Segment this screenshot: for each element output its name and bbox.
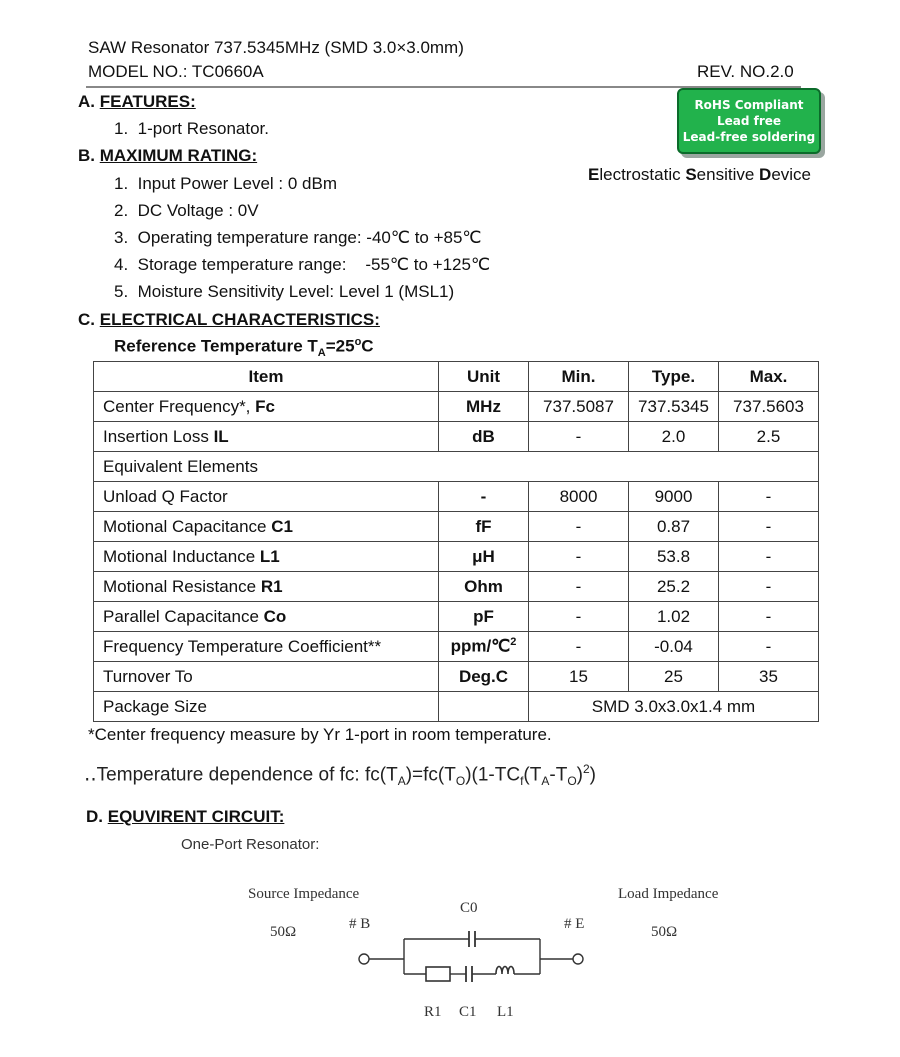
rating-text: Operating temperature range: -40℃ to +85℃ (137, 228, 482, 247)
formula-part: ) (589, 764, 596, 786)
circuit-prefix: D. (86, 807, 103, 826)
rating-item-3: 3. Operating temperature range: -40℃ to +85℃ (114, 228, 482, 247)
formula-sub: O (567, 774, 577, 789)
unit-sup: 2 (510, 636, 517, 649)
cell-item (94, 422, 439, 452)
cell-min: 15 (529, 662, 629, 692)
cell-item (94, 632, 439, 662)
cell-max: - (719, 542, 819, 572)
electrical-prefix: C. (78, 310, 95, 329)
port-e-terminal (573, 954, 583, 964)
electrical-title: ELECTRICAL CHARACTERISTICS: (99, 310, 380, 329)
cell-unit: dB (439, 422, 529, 452)
table-row (94, 572, 819, 602)
cell-item (94, 602, 439, 632)
item-symbol: Fc (255, 396, 275, 416)
badge-line-1: RoHS Compliant (694, 98, 804, 112)
circuit-heading (86, 807, 284, 827)
item-symbol: R1 (260, 576, 283, 596)
formula-part: )=fc(T (405, 764, 456, 786)
item-symbol: IL (213, 426, 229, 446)
load-impedance-value: 50Ω (651, 924, 678, 940)
cell-max: - (719, 602, 819, 632)
cell-min: - (529, 632, 629, 662)
cell-typ: -0.04 (629, 632, 719, 662)
item-text: Unload Q Factor (103, 486, 228, 506)
cell-typ: 737.5345 (629, 392, 719, 422)
c0-capacitor (404, 931, 540, 947)
item-text: Insertion Loss (103, 426, 214, 446)
esd-s-rest: ensitive (696, 165, 760, 184)
header-item: Item (94, 362, 439, 392)
item-text: Parallel Capacitance (103, 606, 264, 626)
rating-item-5: 5. Moisture Sensitivity Level: Level 1 (MSL1) (114, 282, 455, 301)
cell-item (94, 542, 439, 572)
table-row (94, 422, 819, 452)
cell-typ: 25 (629, 662, 719, 692)
rohs-badge (677, 88, 821, 154)
esd-label (588, 165, 811, 185)
cell-item (94, 482, 439, 512)
model-number: MODEL NO.: TC0660A (88, 62, 264, 81)
table-row (94, 662, 819, 692)
item-text: Motional Resistance (103, 576, 261, 596)
item-text: Turnover To (103, 666, 193, 686)
badge-line-2: Lead free (716, 114, 782, 128)
cell-min: 8000 (529, 482, 629, 512)
max-rating-prefix: B. (78, 146, 95, 165)
header-min: Min. (529, 362, 629, 392)
table-row (94, 692, 819, 722)
cell-min: - (529, 602, 629, 632)
cell-item (94, 392, 439, 422)
item-text: Frequency Temperature Coefficient** (103, 636, 382, 656)
formula-sub: A (397, 774, 406, 789)
formula-sub: O (455, 774, 466, 789)
cell-typ: 25.2 (629, 572, 719, 602)
rating-text: Input Power Level : 0 dBm (137, 174, 338, 193)
item-symbol: Co (263, 606, 287, 626)
cell-section: Equivalent Elements (94, 452, 819, 482)
feature-item-text: 1-port Resonator. (137, 119, 269, 138)
rating-item-4: 4. Storage temperature range: -55℃ to +125℃ (114, 255, 491, 274)
cell-unit: MHz (439, 392, 529, 422)
cell-max: - (719, 572, 819, 602)
formula-part: ) (576, 764, 583, 786)
cell-unit: Deg.C (439, 662, 529, 692)
reference-temperature (114, 336, 374, 359)
ref-temp-sub: A (317, 347, 326, 360)
source-impedance-value: 50Ω (270, 924, 297, 940)
cell-unit (439, 632, 529, 662)
port-b-terminal (359, 954, 369, 964)
cell-typ: 0.87 (629, 512, 719, 542)
cell-typ: 9000 (629, 482, 719, 512)
c1-label: C1 (459, 1004, 477, 1020)
max-rating-title: MAXIMUM RATING: (99, 146, 258, 165)
ref-temp-eq: =25 (325, 336, 355, 356)
cell-max: - (719, 482, 819, 512)
item-text: Motional Capacitance (103, 516, 272, 536)
header-max: Max. (719, 362, 819, 392)
equivalent-circuit-diagram (0, 870, 900, 1030)
circuit-title: EQUVIRENT CIRCUIT: (107, 807, 285, 826)
formula-part: ‥Temperature dependence of fc: fc(T (84, 764, 398, 786)
cell-unit: μH (439, 542, 529, 572)
ref-temp-text: Reference Temperature T (114, 336, 318, 356)
cell-max: - (719, 512, 819, 542)
port-e-label: # E (564, 916, 585, 932)
unit-text: ppm/℃ (450, 636, 511, 656)
source-impedance-label: Source Impedance (248, 886, 360, 902)
esd-d: D (759, 165, 772, 184)
cell-item (94, 662, 439, 692)
table-header-row (94, 362, 819, 392)
item-symbol: L1 (259, 546, 280, 566)
formula-part: -T (549, 764, 568, 786)
footnote: *Center frequency measure by Yr 1-port in room temperature. (88, 725, 552, 744)
motional-branch (404, 966, 540, 982)
rating-item-1: 1. Input Power Level : 0 dBm (114, 174, 338, 193)
r1-resistor (426, 967, 450, 981)
esd-d-rest: evice (771, 165, 812, 184)
cell-max: 737.5603 (719, 392, 819, 422)
l1-inductor (496, 967, 514, 975)
doc-title: SAW Resonator 737.5345MHz (SMD 3.0×3.0mm) (88, 38, 464, 57)
formula-part: (T (523, 764, 542, 786)
c1-capacitor (466, 966, 472, 982)
circuit-subtitle: One-Port Resonator: (181, 836, 320, 853)
ref-temp-sup: o (354, 336, 362, 348)
cell-item (94, 512, 439, 542)
load-impedance-label: Load Impedance (618, 886, 719, 902)
table-row (94, 602, 819, 632)
cell-package-size: SMD 3.0x3.0x1.4 mm (529, 692, 819, 722)
feature-item-1: 1. 1-port Resonator. (114, 119, 269, 138)
table-row (94, 452, 819, 482)
formula-sub: f (520, 774, 524, 789)
table-row (94, 512, 819, 542)
esd-e: E (588, 165, 600, 184)
item-text: Center Frequency*, (103, 396, 256, 416)
cell-min: - (529, 542, 629, 572)
cell-item (94, 692, 439, 722)
electrical-heading (78, 310, 380, 330)
cell-unit: fF (439, 512, 529, 542)
features-heading (78, 92, 196, 112)
item-text: Package Size (103, 696, 207, 716)
rating-text: Storage temperature range: -55℃ to +125℃ (137, 255, 491, 274)
revision-number: REV. NO.2.0 (697, 62, 794, 81)
cell-max: - (719, 632, 819, 662)
features-title: FEATURES: (99, 92, 196, 111)
item-symbol: C1 (271, 516, 293, 536)
cell-typ: 2.0 (629, 422, 719, 452)
cell-typ: 53.8 (629, 542, 719, 572)
badge-line-3: Lead-free soldering (682, 130, 816, 144)
table-row (94, 632, 819, 662)
table-row (94, 542, 819, 572)
esd-e-rest: lectrostatic (599, 165, 686, 184)
header-unit: Unit (439, 362, 529, 392)
cell-typ: 1.02 (629, 602, 719, 632)
header-typ: Type. (629, 362, 719, 392)
rating-item-2: 2. DC Voltage : 0V (114, 201, 259, 220)
esd-s: S (685, 165, 697, 184)
formula-sup: 2 (582, 762, 590, 776)
features-prefix: A. (78, 92, 95, 111)
cell-max: 35 (719, 662, 819, 692)
cell-unit: Ohm (439, 572, 529, 602)
table-row (94, 392, 819, 422)
formula-sub: A (541, 774, 550, 789)
cell-unit: - (439, 482, 529, 512)
cell-min: 737.5087 (529, 392, 629, 422)
port-b-label: # B (349, 916, 371, 932)
item-text: Motional Inductance (103, 546, 260, 566)
cell-unit: pF (439, 602, 529, 632)
table-row (94, 482, 819, 512)
rating-text: Moisture Sensitivity Level: Level 1 (MSL1) (137, 282, 455, 301)
l1-label: L1 (497, 1004, 514, 1020)
cell-unit (439, 692, 529, 722)
formula-part: )(1-TC (465, 764, 521, 786)
cell-min: - (529, 422, 629, 452)
r1-label: R1 (424, 1004, 442, 1020)
ref-temp-unit: C (361, 336, 374, 356)
c0-label: C0 (460, 900, 478, 916)
cell-min: - (529, 512, 629, 542)
cell-max: 2.5 (719, 422, 819, 452)
cell-item (94, 572, 439, 602)
rating-text: DC Voltage : 0V (137, 201, 259, 220)
temperature-formula (84, 762, 596, 788)
max-rating-heading (78, 146, 257, 166)
electrical-characteristics-table (93, 361, 819, 722)
cell-min: - (529, 572, 629, 602)
